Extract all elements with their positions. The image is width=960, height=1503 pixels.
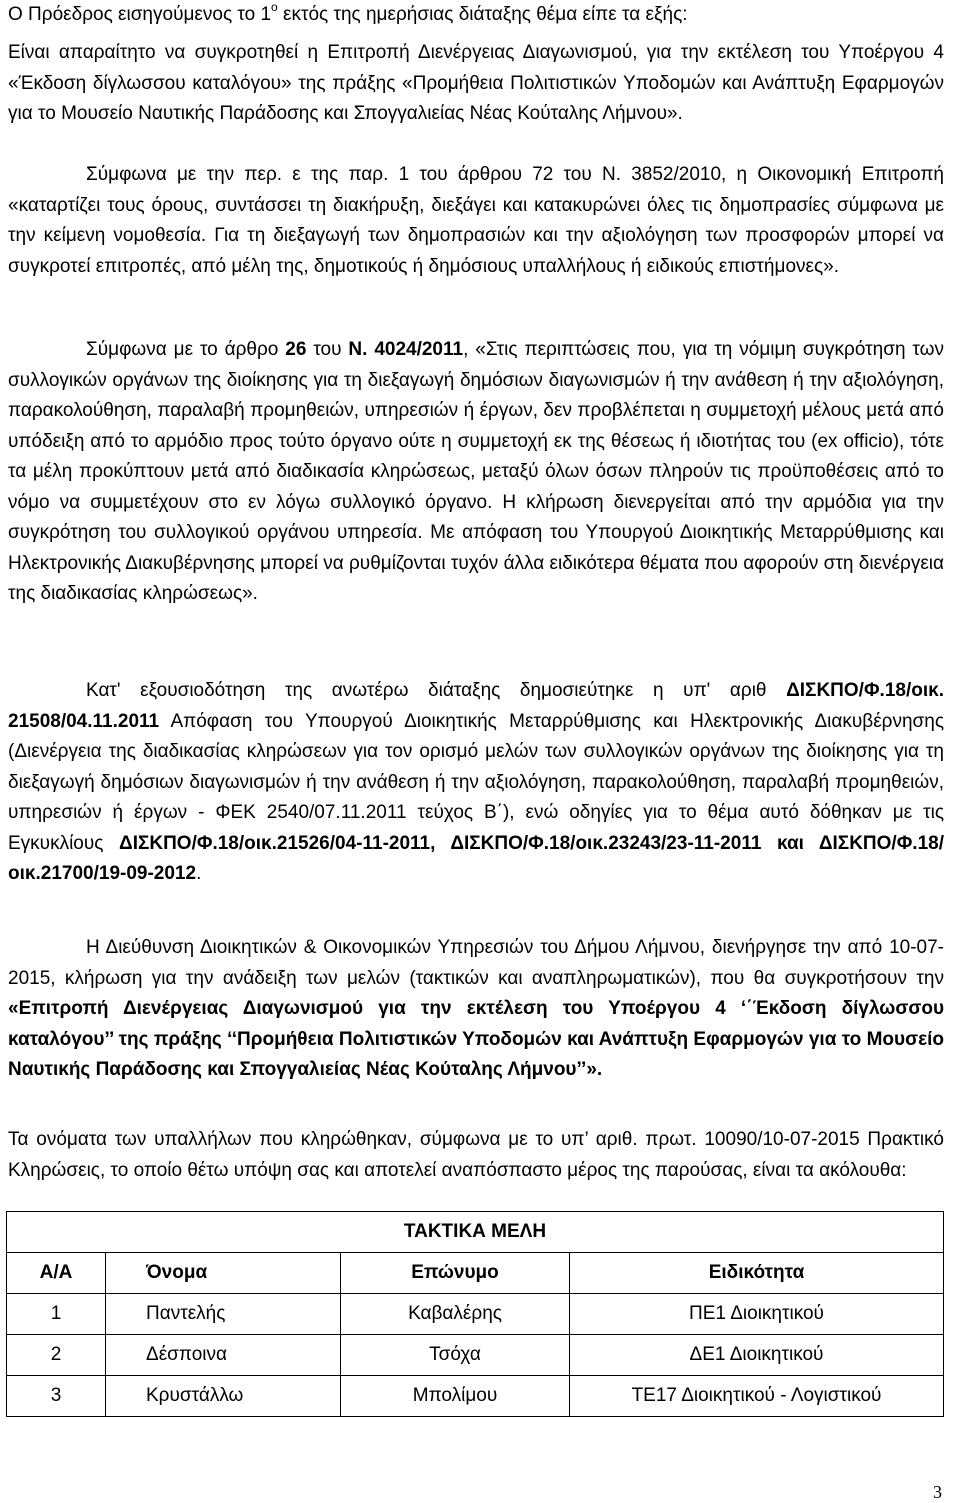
table-row bbox=[7, 1376, 944, 1417]
page-number: 3 bbox=[933, 1482, 942, 1502]
table-header-row bbox=[7, 1253, 944, 1294]
column-header-specialty: Ειδικότητα bbox=[570, 1253, 944, 1294]
members-table bbox=[6, 1211, 944, 1417]
paragraph-law-3852: Σύμφωνα με την περ. ε της παρ. 1 του άρθρου 72 του Ν. 3852/2010, η Οικονομική Επιτροπή «καταρτίζει τους όρους, συντάσσει τη διακήρυξη, διεξάγει και κατακυρώνει όλες τις δημοπρασίες σύμφωνα με την κείμενη νομοθεσία. Για τη διεξαγωγή των δημοπρασιών και την αξιολόγηση των προσφορών μπορεί να συγκροτεί επιτροπές, από μέλη της, δημοτικούς ή δημόσιους υπαλλήλους ή ειδικούς επιστήμονες». bbox=[8, 164, 944, 277]
paragraph-draw: Η Διεύθυνση Διοικητικών & Οικονομικών Υπηρεσιών του Δήμου Λήμνου, διενήργησε την από 10-07-2015, κλήρωση για την ανάδειξη των μελών (τακτικών και αναπληρωματικών), που θα συγκροτήσουν την «Επιτροπή Διενέργειας Διαγωνισμού για την εκτέλεση του Υποέργου 4 ‘΄Έκδοση δίγλωσσου καταλόγου’’ της πράξης ‘‘Προμήθεια Πολιτιστικών Υποδομών και Ανάπτυξη Εφαρμογών για το Μουσείο Ναυτικής Παράδοσης και Σπογγαλιείας Νέας Κούταλης Λήμνου’’». bbox=[8, 937, 944, 1080]
cell-name: Κρυστάλλω bbox=[106, 1376, 341, 1417]
cell-number: 3 bbox=[7, 1376, 106, 1417]
cell-specialty: ΤΕ17 Διοικητικού - Λογιστικού bbox=[570, 1376, 944, 1417]
cell-surname: Μπολίμου bbox=[341, 1376, 570, 1417]
intro-text: Ο Πρόεδρος εισηγούμενος το 1 bbox=[8, 4, 272, 25]
table-row bbox=[7, 1294, 944, 1335]
intro-line bbox=[8, 0, 944, 32]
column-header-name: Όνομα bbox=[106, 1253, 341, 1294]
ordinal-superscript: ο bbox=[271, 0, 278, 14]
table-title-row bbox=[7, 1212, 944, 1253]
column-header-number: Α/Α bbox=[7, 1253, 106, 1294]
cell-number: 2 bbox=[7, 1335, 106, 1376]
table-row bbox=[7, 1335, 944, 1376]
cell-number: 1 bbox=[7, 1294, 106, 1335]
column-header-surname: Επώνυμο bbox=[341, 1253, 570, 1294]
paragraph-selected-names: Τα ονόματα των υπαλλήλων που κληρώθηκαν, σύμφωνα με το υπ’ αριθ. πρωτ. 10090/10-07-2015 Πρακτικό Κληρώσεις, το οποίο θέτω υπόψη σας και αποτελεί αναπόσπαστο μέρος της παρούσας, είναι τα ακόλουθα: bbox=[8, 1129, 944, 1181]
table-title: ΤΑΚΤΙΚΑ ΜΕΛΗ bbox=[7, 1212, 944, 1253]
cell-surname: Καβαλέρης bbox=[341, 1294, 570, 1335]
cell-specialty: ΠΕ1 Διοικητικού bbox=[570, 1294, 944, 1335]
paragraph-law-4024: Σύμφωνα με το άρθρο 26 του Ν. 4024/2011, «Στις περιπτώσεις που, για τη νόμιμη συγκρότηση των συλλογικών οργάνων της διοίκησης για τη διεξαγωγή δημόσιων διαγωνισμών ή την ανάθεση ή την αξιολόγηση, παρακολούθηση, παραλαβή προμηθειών, υπηρεσιών ή έργων, δεν προβλέπεται η συμμετοχή μέλους μετά από υπόδειξη από το αρμόδιο προς τούτο όργανο ούτε η συμμετοχή εκ της θέσεως ή ιδιοτήτας του (ex officio), τότε τα μέλη προκύπτουν μετά από διαδικασία κληρώσεως, μεταξύ όλων όσων πληρούν τις προϋποθέσεις από το νόμο να συμμετέχουν στο εν λόγω συλλογικό όργανο. Η κλήρωση διενεργείται από την αρμόδια για την συγκρότηση του συλλογικού οργάνου υπηρεσία. Με απόφαση του Υπουργού Διοικητικής Μεταρρύθμισης και Ηλεκτρονικής Διακυβέρνησης μπορεί να ρυθμίζονται τυχόν άλλα ειδικότερα θέματα που αφορούν στη διενέργεια της διαδικασίας κληρώσεως». bbox=[8, 339, 944, 604]
paragraph-ministerial-decision: Κατ' εξουσιοδότηση της ανωτέρω διάταξης δημοσιεύτηκε η υπ' αριθ ΔΙΣΚΠΟ/Φ.18/οικ. 21508/04.11.2011 Απόφαση του Υπουργού Διοικητικής Μεταρρύθμισης και Ηλεκτρονικής Διακυβέρνησης (Διενέργεια της διαδικασίας κληρώσεων για τον ορισμό μελών των συλλογικών οργάνων της διοίκησης για τη διεξαγωγή δημόσιων διαγωνισμών ή την ανάθεση ή την αξιολόγηση, παρακολούθηση, παραλαβή προμηθειών, υπηρεσιών ή έργων - ΦΕΚ 2540/07.11.2011 τεύχος Β΄), ενώ οδηγίες για το θέμα αυτό δόθηκαν με τις Εγκυκλίους ΔΙΣΚΠΟ/Φ.18/οικ.21526/04-11-2011, ΔΙΣΚΠΟ/Φ.18/οικ.23243/23-11-2011 και ΔΙΣΚΠΟ/Φ.18/οικ.21700/19-09-2012. bbox=[8, 680, 944, 884]
paragraph-committee-need: Είναι απαραίτητο να συγκροτηθεί η Επιτροπή Διενέργειας Διαγωνισμού, για την εκτέλεση του Υποέργου 4 «Έκδοση δίγλωσσου καταλόγου» της πράξης «Προμήθεια Πολιτιστικών Υποδομών και Ανάπτυξη Εφαρμογών για το Μουσείο Ναυτικής Παράδοσης και Σπογγαλιείας Νέας Κούταλης Λήμνου». bbox=[8, 42, 944, 124]
cell-name: Δέσποινα bbox=[106, 1335, 341, 1376]
cell-surname: Τσόχα bbox=[341, 1335, 570, 1376]
cell-name: Παντελής bbox=[106, 1294, 341, 1335]
cell-specialty: ΔΕ1 Διοικητικού bbox=[570, 1335, 944, 1376]
intro-text-end: εκτός της ημερήσιας διάταξης θέμα είπε τα εξής: bbox=[277, 4, 688, 25]
